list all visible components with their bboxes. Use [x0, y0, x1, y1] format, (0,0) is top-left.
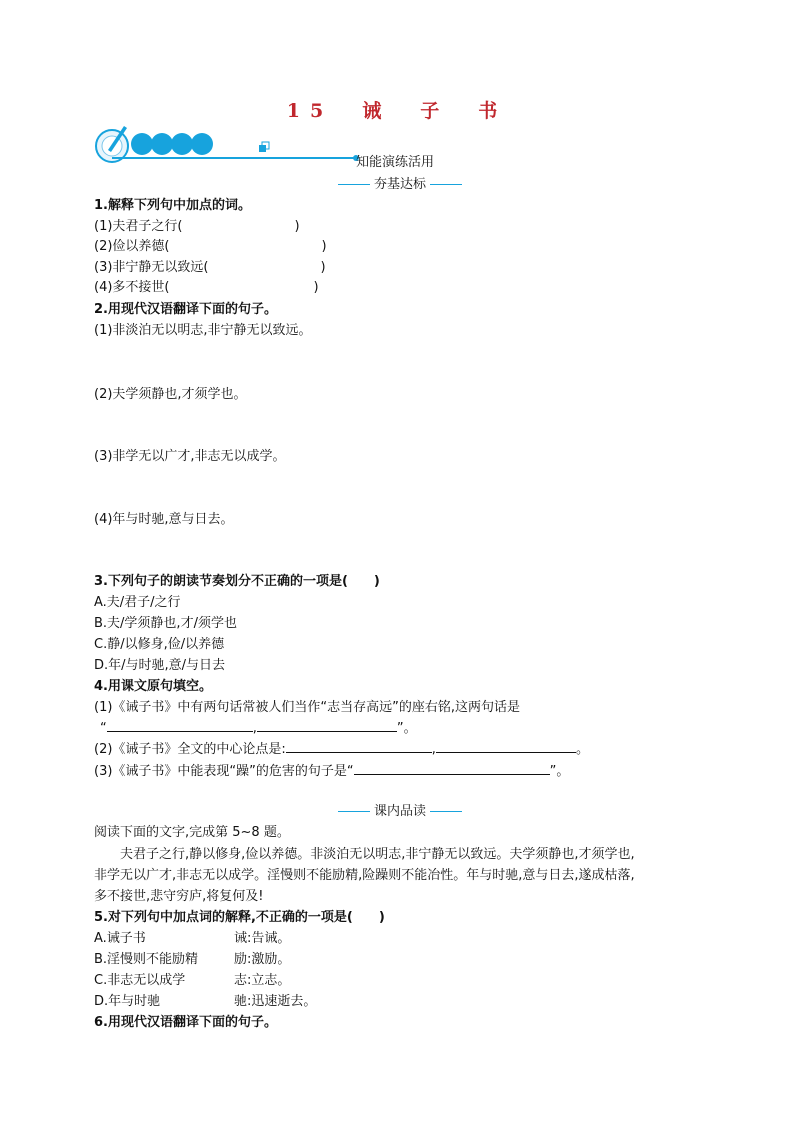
q3-option-b: B.夫/学须静也,才/须学也 [94, 616, 237, 631]
q3-option-d: D.年/与时驰,意/与日去 [94, 658, 226, 673]
q4-item-1-blanks: “ , ”。 [100, 721, 417, 736]
q4-stem: 4.用课文原句填空。 [94, 679, 212, 694]
q1-item-4: (4)多不接世( ) [94, 280, 319, 295]
q3-stem: 3.下列句子的朗读节奏划分不正确的一项是( ) [94, 574, 380, 589]
page-title: 15 诫 子 书 [286, 100, 508, 122]
q4-blank-5[interactable] [354, 762, 550, 775]
q6-stem: 6.用现代汉语翻译下面的句子。 [94, 1015, 277, 1030]
q1-item-3: (3)非宁静无以致远( ) [94, 260, 326, 275]
q2-item-2: (2)夫学须静也,才须学也。 [94, 387, 247, 402]
q4-item-1-text: (1)《诫子书》中有两句话常被人们当作“志当存高远”的座右铭,这两句话是 [94, 700, 521, 715]
q1-stem: 1.解释下列句中加点的词。 [94, 198, 251, 213]
passage-intro: 阅读下面的文字,完成第 5~8 题。 [94, 825, 290, 840]
q4-blank-2[interactable] [257, 719, 397, 732]
passage-line-2: 非学无以广才,非志无以成学。淫慢则不能励精,险躁则不能冶性。年与时驰,意与日去,遂成枯落, [94, 868, 635, 883]
q5-option-c: C.非志无以成学 志:立志。 [94, 973, 291, 988]
q1-item-2: (2)俭以养德( ) [94, 239, 327, 254]
banner-label: 知能演练活用 [356, 155, 435, 170]
section-reading-label: 课内品读 [374, 804, 427, 819]
q4-blank-4[interactable] [436, 740, 576, 753]
passage-line-3: 多不接世,悲守穷庐,将复何及! [94, 889, 264, 904]
q5-option-b: B.淫慢则不能励精 励:激励。 [94, 952, 291, 967]
q1-item-1: (1)夫君子之行( ) [94, 219, 300, 234]
q5-option-a: A.诫子书 诫:告诫。 [94, 931, 291, 946]
section-basic-label: 夯基达标 [374, 177, 427, 192]
q5-stem: 5.对下列句中加点词的解释,不正确的一项是( ) [94, 910, 385, 925]
section-banner-graphic [94, 122, 366, 166]
q4-blank-3[interactable] [286, 740, 432, 753]
q4-item-3: (3)《诫子书》中能表现“躁”的危害的句子是“ ”。 [94, 764, 570, 779]
q4-blank-1[interactable] [107, 719, 253, 732]
q5-option-d: D.年与时驰 驰:迅速逝去。 [94, 994, 317, 1009]
q3-option-a: A.夫/君子/之行 [94, 595, 181, 610]
q2-item-3: (3)非学无以广才,非志无以成学。 [94, 449, 286, 464]
q2-item-1: (1)非淡泊无以明志,非宁静无以致远。 [94, 323, 312, 338]
section-heading-basic [334, 173, 466, 192]
q2-item-4: (4)年与时驰,意与日去。 [94, 512, 234, 527]
passage-line-1: 夫君子之行,静以修身,俭以养德。非淡泊无以明志,非宁静无以致远。夫学须静也,才须学也, [120, 847, 635, 862]
q2-stem: 2.用现代汉语翻译下面的句子。 [94, 302, 277, 317]
section-heading-reading [334, 800, 466, 819]
q3-option-c: C.静/以修身,俭/以养德 [94, 637, 225, 652]
q4-item-2: (2)《诫子书》全文的中心论点是: , 。 [94, 742, 589, 757]
